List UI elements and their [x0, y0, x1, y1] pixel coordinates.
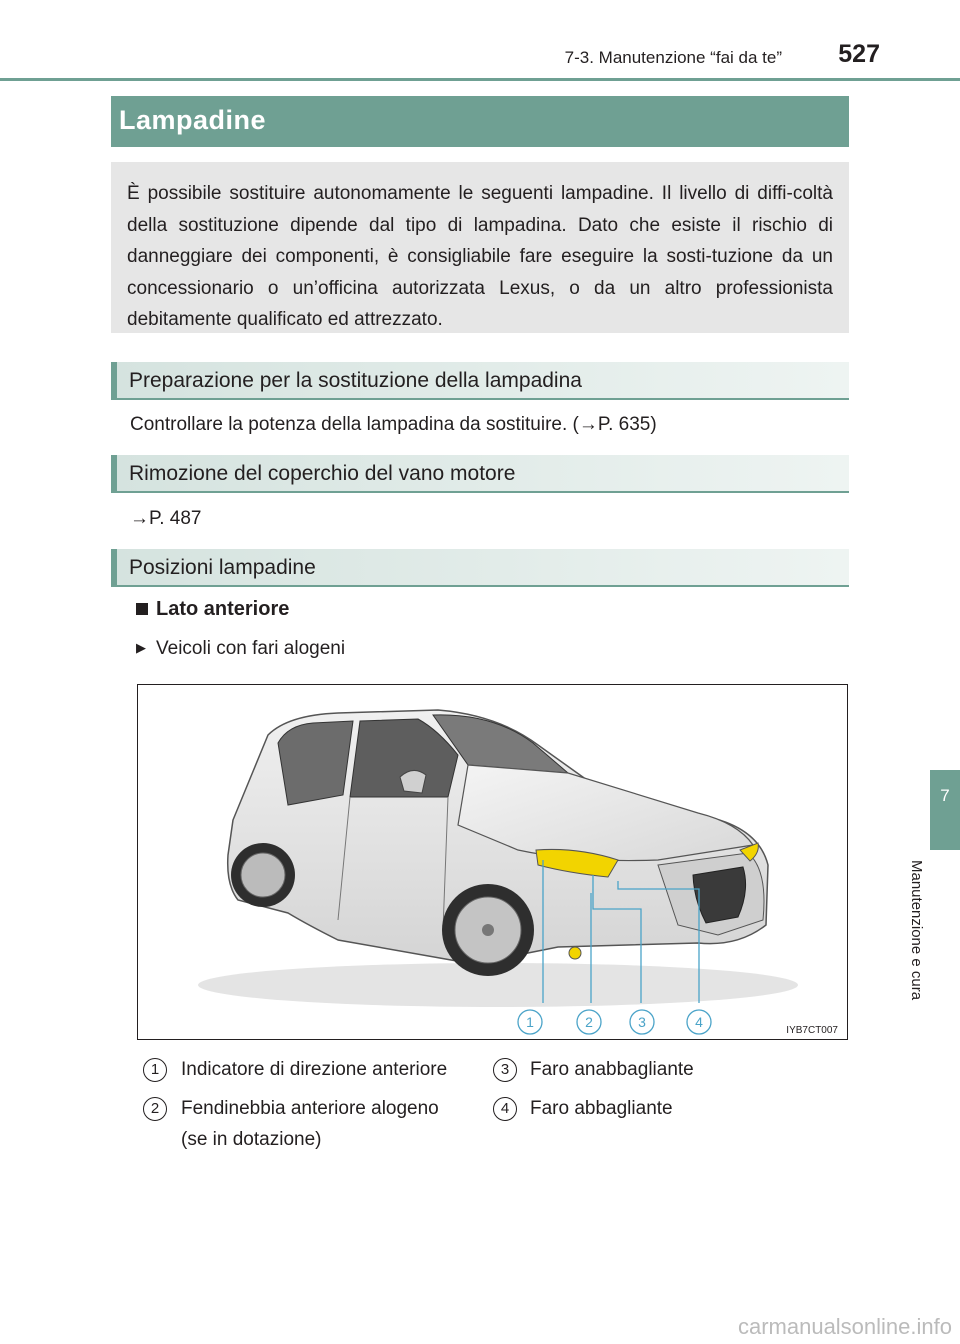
- legend-number-2: 2: [143, 1097, 167, 1121]
- rear-window: [278, 721, 353, 805]
- callout-number-3: 3: [638, 1014, 646, 1030]
- chapter-tab[interactable]: 7: [930, 770, 960, 850]
- legend-text-4: Faro abbagliante: [530, 1098, 673, 1119]
- bullet-halogen-label: Veicoli con fari alogeni: [156, 638, 346, 659]
- preparation-text[interactable]: Controllare la potenza della lampadina da sostituire. (→P. 635): [130, 414, 657, 435]
- callout-number-1: 1: [526, 1014, 534, 1030]
- callout-number-2: 2: [585, 1014, 593, 1030]
- chapter-label: Manutenzione e cura: [908, 860, 925, 1001]
- triangle-bullet-icon: ▶: [136, 640, 146, 655]
- subheading-front-label: Lato anteriore: [156, 598, 290, 620]
- page-number: 527: [838, 40, 880, 68]
- section-heading-positions: Posizioni lampadine: [111, 549, 849, 587]
- watermark: carmanualsonline.info: [737, 1314, 952, 1339]
- section-heading-preparation: Preparazione per la sostituzione della lampadina: [111, 362, 849, 400]
- fog-light: [569, 947, 581, 959]
- car-illustration: [138, 685, 847, 1039]
- header-section-title: 7-3. Manutenzione “fai da te”: [564, 48, 782, 67]
- intro-box: [111, 162, 849, 333]
- section-heading-cover-removal: Rimozione del coperchio del vano motore: [111, 455, 849, 493]
- intro-text: È possibile sostituire autonomamente le seguenti lampadine. Il livello di diffi-coltà della sostituzione dipende dal tipo di lampadina. Dato che esiste il rischio di danneggiare dei componenti, è consigliabile fare eseguire la sosti-tuzione da un concessionario o un’officina autorizzata Lexus, o da un altro professionista debitamente qualificato ed attrezzato.: [127, 183, 833, 330]
- front-hub: [482, 924, 494, 936]
- side-mirror: [400, 770, 426, 793]
- cover-removal-link[interactable]: →P. 487: [130, 508, 202, 529]
- car-illustration-figure: [137, 684, 848, 1040]
- subheading-front: [136, 598, 289, 621]
- legend-text-3: Faro anabbagliante: [530, 1059, 694, 1080]
- rear-rim: [241, 853, 285, 897]
- legend-number-3: 3: [493, 1058, 517, 1082]
- bullet-halogen: [136, 638, 345, 660]
- callout-number-4: 4: [695, 1014, 703, 1030]
- figure-code: IYB7CT007: [786, 1025, 838, 1036]
- legend-text-2: Fendinebbia anteriore alogeno: [181, 1098, 439, 1119]
- header-rule: [0, 78, 960, 81]
- legend-number-1: 1: [143, 1058, 167, 1082]
- page-title: Lampadine: [111, 96, 849, 147]
- legend-text-2-note: (se in dotazione): [181, 1129, 322, 1150]
- legend-number-4: 4: [493, 1097, 517, 1121]
- legend-text-1: Indicatore di direzione anteriore: [181, 1059, 448, 1080]
- square-bullet-icon: [136, 603, 148, 615]
